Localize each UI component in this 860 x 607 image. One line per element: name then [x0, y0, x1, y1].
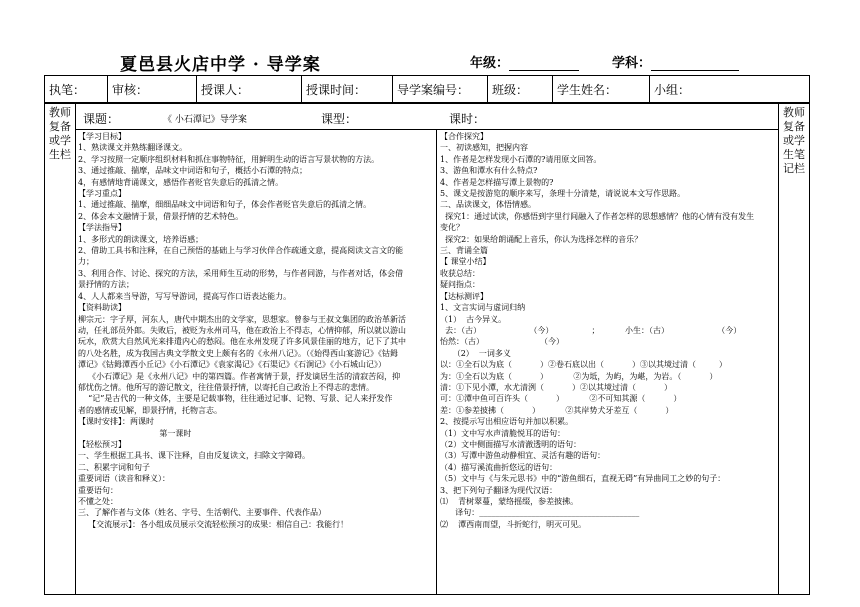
text-line: 3、把下列句子翻译为现代汉语：	[440, 485, 558, 495]
text-line: 4、作者是怎样描写潭上景物的?	[440, 177, 554, 187]
text-line: “记”是古代的一种文体，主要是记载事物，往往通过记事、记物、写景、记人来抒发作	[78, 394, 393, 404]
text-line: 【学法指导】	[78, 223, 126, 233]
content-area	[75, 129, 779, 594]
text-line: （4）描写溪流曲折悠远的语句：	[440, 462, 558, 472]
text-line: 3、利用合作、讨论、探究的方法，采用师生互动的形势，与作者同游，与作者对话，体会借	[78, 268, 404, 278]
text-line: 【轻松预习】	[78, 439, 126, 449]
text-line: 【资料助读】	[78, 303, 126, 313]
text-line: （1）文中写水声清脆悦耳的语句：	[440, 428, 566, 438]
grade-label: 年级：	[470, 56, 510, 71]
text-line: 不懂之处：	[78, 497, 118, 506]
school-title: 夏邑县火店中学 · 导学案	[120, 55, 321, 75]
text-line: 力；	[78, 257, 94, 267]
text-line: 3、通过推敲、揣摩，品味文中词语和句子，概括小石潭的特点；	[78, 166, 308, 176]
text-line: 1、熟读课文并熟练翻译课文。	[78, 143, 188, 153]
subject-blank[interactable]	[651, 57, 739, 71]
text-line: 的八处名胜，成为我国古典文学散文史上颇有名的《永州八记》。（《始得西山宴游记》《钴鉧	[78, 348, 398, 358]
info-cell: 授课时间：	[302, 76, 393, 103]
text-line: 差：①参差披拂（ ） ②其岸势犬牙差互（ ）	[440, 405, 674, 415]
text-line: 2、学习按照一定顺序组织材料和抓住事物特征，用鲜明生动的语言写景状物的方法。	[78, 154, 380, 164]
text-line: 4、人人都来当导游，写写导游词，提高写作口语表达能力。	[78, 291, 292, 301]
text-line: 5、课文是按游览的顺序来写，条理十分清楚，请说说本文写作思路。	[440, 189, 686, 199]
text-line: 一、初读感知，把握内容	[440, 143, 528, 153]
text-line: （3）写潭中游鱼动静相宜、灵活有趣的语句：	[440, 451, 606, 461]
left-notes-label: 教师复备或学生栏	[49, 106, 71, 161]
title-row	[0, 50, 860, 76]
text-line: 2、借助工具书和注释，在自己预悟的基础上与学习伙伴合作疏通文意，提高阅读文言文的能	[78, 246, 404, 256]
text-line: 以：①全石以为底（ ）②卷石底以出（ ）③以其境过清（ ）	[440, 360, 727, 370]
info-cell: 执笔：	[45, 76, 108, 103]
text-line: 【课时安排】：两课时	[78, 417, 154, 427]
text-line: 清：①下见小潭，水尤清洌（ ）②以其境过清（ ）	[440, 382, 672, 392]
text-line: 重要词语（读音和释义）：	[78, 474, 170, 484]
text-line: 柳宗元：字子厚，河东人，唐代中期杰出的文学家，思想家。曾参与王叔文集团的政治革新活	[78, 314, 406, 324]
text-line: 4，有感情地背诵课文，感悟作者贬官失意后的孤清之情。	[78, 177, 284, 187]
text-line: 译句：________________________________________	[440, 508, 640, 518]
text-line: 探究1：通过试读，你感悟到字里行间融入了作者怎样的思想感情？他的心情有没有发生	[440, 211, 755, 221]
main-table	[44, 103, 810, 595]
right-notes-label: 教师复备或学生笔记栏	[783, 106, 805, 175]
left-notes-column	[45, 104, 76, 594]
text-line: 三、了解作者与文体（姓名、字号、生活朝代、主要事件、代表作品）	[78, 508, 326, 518]
text-line: 重要语句：	[78, 485, 118, 495]
text-line: 玩水，欣赏大自然风光来排遣内心的愁闷。他在永州发现了许多风景佳丽的地方，记下了其中	[78, 337, 406, 347]
text-line: 郁忧伤之情。他所写的游记散文，往往借景抒情，以寄托自己政治上不得志的悲情。	[78, 382, 374, 392]
text-line: 疑问指点：	[440, 280, 480, 290]
type-label: 课型：	[321, 112, 358, 126]
text-line: （2）文中侧面描写水清澈透明的语句：	[440, 439, 582, 449]
info-row	[44, 75, 810, 103]
text-line: 3、游鱼和潭水有什么特点?	[440, 166, 538, 176]
subject-field	[612, 52, 739, 71]
text-line: 《小石潭记》是《永州八记》中的第四篇。作者寓情于景，抒发谪居生活的清寂苦闷，抑	[78, 371, 401, 381]
text-line: 二、积累字词和句子	[78, 462, 150, 472]
text-line: （5）文中与《与朱元思书》中的“游鱼细石，直视无碍”有异曲同工之妙的句子：	[440, 474, 726, 484]
info-cell: 班级：	[488, 76, 553, 103]
text-line: ⑵ 潭西南而望，斗折蛇行，明灭可见。	[440, 519, 587, 529]
info-cell: 审核：	[108, 76, 197, 103]
text-line: 可：①潭中鱼可百许头（ ） ②不可知其源（ ）	[440, 394, 682, 404]
text-line: 2、按提示写出相应语句并加以积累。	[440, 417, 574, 427]
grade-blank[interactable]	[509, 57, 579, 71]
topic-label: 课题：	[83, 112, 120, 126]
text-line: ⑴ 青树翠蔓，蒙络摇缀，参差披拂。	[440, 497, 579, 506]
text-line: （1） 古今异义。	[440, 314, 507, 324]
text-line: 【 课堂小结】	[440, 257, 491, 267]
text-line: 1、多形式的朗读课文，培养语感；	[78, 234, 204, 244]
text-line: 【学习重点】	[78, 189, 126, 199]
text-line: 1、通过推敲、揣摩，细细品味文中词语和句子，体会作者贬官失意后的孤清之情。	[78, 200, 372, 210]
text-line: 去：（古） （今） ； 小生：（古） （今）	[440, 325, 742, 335]
info-cell: 导学案编号：	[393, 76, 488, 103]
text-line: 1、作者是怎样发现小石潭的?请用原文回答。	[440, 154, 602, 164]
text-line: 怡然：（古） （今）	[440, 337, 564, 347]
text-line: 第一课时	[78, 428, 192, 438]
text-line: 收获总结：	[440, 268, 480, 278]
text-line: 【交流展示】：各小组成员展示交流轻松预习的成果：相信自己：我能行！	[78, 519, 349, 529]
text-line: 二、品读课文，体悟情感。	[440, 200, 536, 210]
text-line: 变化？	[440, 223, 464, 233]
grade-field	[470, 52, 579, 71]
text-line: 1、文言实词与虚词归纳	[440, 303, 526, 313]
text-line: （2） 一词多义	[440, 348, 511, 358]
text-line: 一、学生根据工具书、课下注释，自由反复读文，扫除文字障碍。	[78, 451, 310, 461]
text-line: 潭记》《钴鉧潭西小丘记》《小石潭记》《袁家渴记》《石渠记》《石涧记》《小石城山记》）	[78, 360, 386, 370]
text-line: 2、体会本文融情于景，借景抒情的艺术特色。	[78, 211, 244, 221]
text-line: 【达标测评】	[440, 291, 488, 301]
topic-value: 《 小石潭记》导学案	[163, 115, 247, 125]
text-line: 景抒情的方法；	[78, 280, 134, 290]
lesson-bar	[75, 104, 779, 130]
right-notes-column	[778, 104, 809, 594]
info-cell: 学生姓名：	[553, 76, 650, 103]
text-line: 动，任礼部员外郎。失败后，被贬为永州司马，他在政治上不得志，心情抑郁，所以就以游山	[78, 325, 406, 335]
text-line: 【合作探究】	[440, 132, 488, 141]
text-line: 者的感情或见解，即景抒情，托物言志。	[78, 405, 222, 415]
info-cell: 授课人：	[197, 76, 302, 103]
hours-label: 课时：	[449, 112, 486, 126]
text-line: 为：①全石以为底（ ） ②为坻，为屿，为嵁，为岩。（ ）	[440, 371, 718, 381]
subject-label: 学科：	[612, 56, 652, 71]
info-cell: 小组：	[650, 76, 810, 103]
text-line: 三、背诵全篇	[440, 246, 488, 256]
text-line: 探究2：如果给朗诵配上音乐，你认为选择怎样的音乐？	[440, 234, 643, 244]
right-content-pane	[437, 129, 779, 594]
left-content-pane	[75, 129, 437, 594]
text-line: 【学习目标】	[78, 132, 126, 141]
